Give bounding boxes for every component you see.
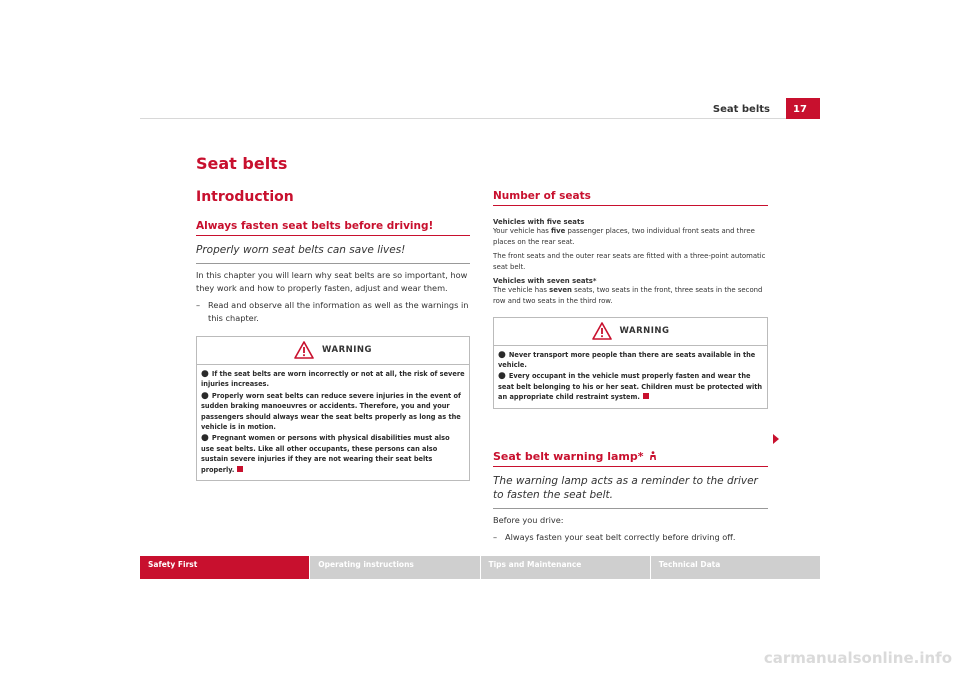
lead-rule — [196, 263, 470, 264]
lead-rule — [493, 508, 768, 509]
page-title: Seat belts — [196, 154, 288, 173]
footer-tab-safety-first[interactable]: Safety First — [140, 556, 309, 579]
footer-tab-tips-and-maintenance[interactable]: Tips and Maintenance — [481, 556, 650, 579]
continue-arrow-icon — [773, 434, 779, 444]
section-heading-seats: Number of seats — [493, 190, 768, 206]
bullet-icon: ● — [201, 390, 209, 401]
header-rule — [140, 118, 820, 119]
warning-triangle-icon — [592, 322, 612, 340]
section-heading-fasten: Always fasten seat belts before driving! — [196, 220, 470, 236]
five-seats-heading: Vehicles with five seats — [493, 218, 585, 226]
warning-item: ● Pregnant women or persons with physical disabilities must also use seat belts. Like all other occupants, these persons can also sustain severe injuries if they are not wearing their seat belts properly. — [201, 433, 450, 474]
bullet-icon: ● — [201, 433, 209, 444]
warning-title: WARNING — [322, 345, 372, 355]
warning-box-left — [196, 336, 470, 481]
bullet-icon: ● — [498, 371, 506, 382]
seven-seats-paragraph: The vehicle has seven seats, two seats in the front, three seats in the second row and two seats in the third row. — [493, 286, 763, 305]
warning-item: ● If the seat belts are worn incorrectly or not at all, the risk of severe injuries increases. — [201, 369, 465, 389]
instruction-text: Always fasten your seat belt correctly before driving off. — [505, 532, 736, 543]
left-column — [196, 220, 470, 481]
bullet-icon: ● — [498, 349, 506, 360]
seven-seats-heading: Vehicles with seven seats* — [493, 277, 597, 286]
watermark: carmanualsonline.info — [763, 649, 952, 667]
seatbelt-lamp-icon — [649, 451, 657, 461]
bullet-icon: ● — [201, 369, 209, 379]
right-column — [493, 190, 768, 544]
warning-item: ● Properly worn seat belts can reduce severe injuries in the event of sudden braking manoeuvres or accidents. Therefore, you and your passengers should always wear the seat belts properly as long as the vehicle is in motion. — [201, 390, 461, 432]
warning-item: ● Every occupant in the vehicle must properly fasten and wear the seat belt belonging to his or her seat. Children must be protected with an appropriate child restraint system. — [498, 371, 763, 402]
instruction-item — [493, 531, 768, 544]
page-number: 17 — [786, 98, 820, 119]
warning-triangle-icon — [294, 341, 314, 359]
warning-box-right — [493, 317, 768, 409]
running-header: Seat belts — [712, 104, 770, 115]
lead-text: Properly worn seat belts can save lives! — [196, 244, 406, 256]
footer-nav — [140, 556, 820, 579]
dash-marker: – — [196, 300, 201, 310]
instruction-text: Read and observe all the information as well as the warnings in this chapter. — [208, 300, 469, 323]
intro-paragraph: In this chapter you will learn why seat belts are so important, how they work and how to properly fasten, adjust and wear them. — [196, 270, 468, 293]
section-heading-lamp: Seat belt warning lamp* — [493, 450, 768, 467]
before-drive-text: Before you drive: — [493, 514, 564, 525]
warning-header — [197, 337, 469, 365]
three-point-paragraph: The front seats and the outer rear seats are fitted with a three-point automatic seat belt. — [493, 252, 766, 271]
instruction-item — [196, 299, 470, 324]
warning-header — [494, 318, 767, 346]
five-seats-paragraph: Your vehicle has five passenger places, two individual front seats and three places on the rear seat. — [493, 227, 755, 246]
lamp-lead-text: The warning lamp acts as a reminder to the driver to fasten the seat belt. — [493, 474, 758, 501]
page-subtitle: Introduction — [196, 189, 294, 205]
end-of-section-icon — [237, 466, 243, 472]
footer-tab-technical-data[interactable]: Technical Data — [651, 556, 820, 579]
warning-item: ● Never transport more people than there are seats available in the vehicle. — [498, 349, 756, 369]
end-of-section-icon — [643, 393, 649, 399]
warning-title: WARNING — [619, 325, 670, 336]
footer-tab-operating-instructions[interactable]: Operating instructions — [310, 556, 479, 579]
dash-marker: – — [493, 532, 498, 543]
